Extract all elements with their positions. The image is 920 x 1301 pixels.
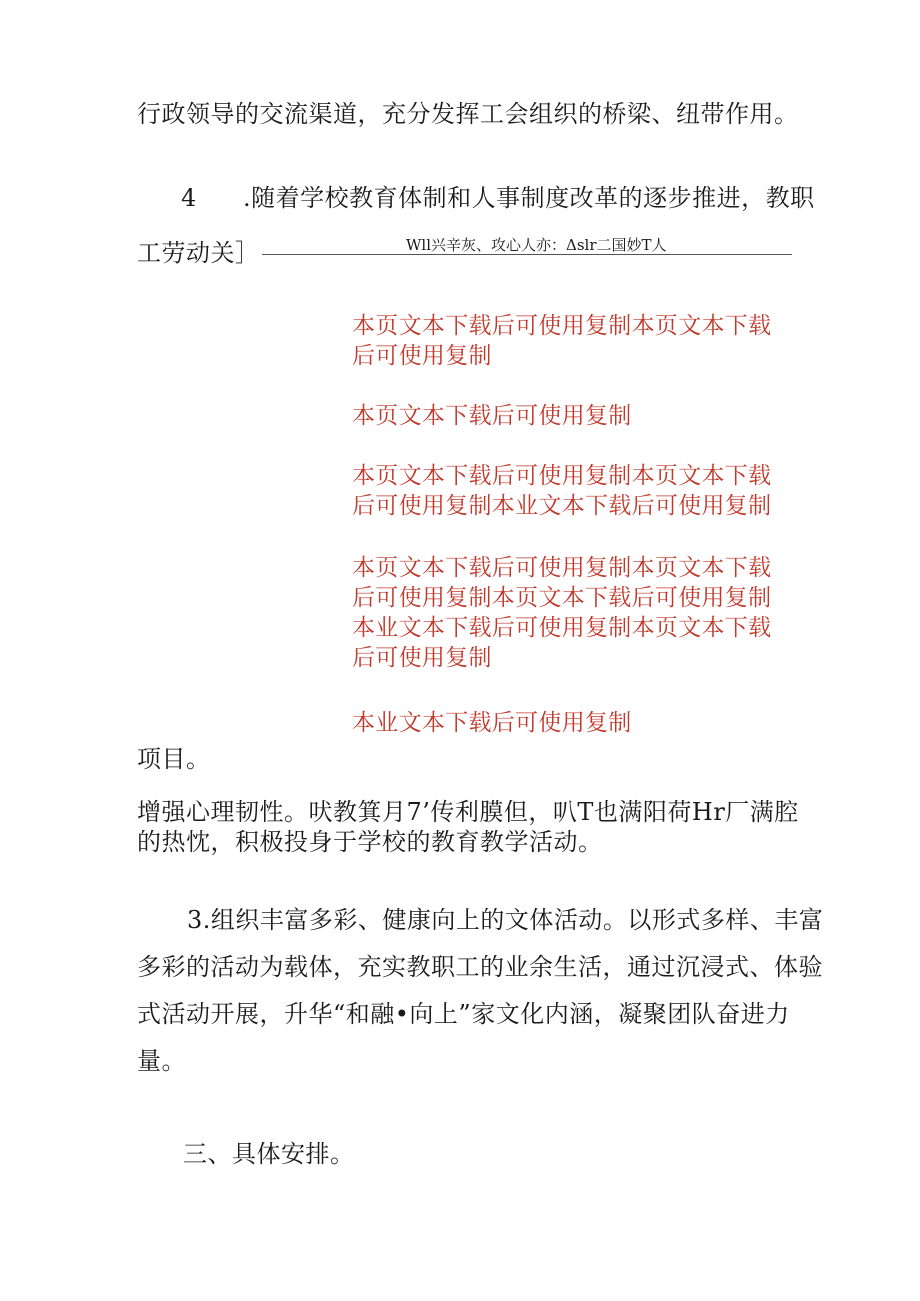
paragraph-line: 增强心理韧性。吠教箕月7’传利膜但，叭T也满阳荷Hr厂满腔	[137, 798, 799, 826]
paragraph-line: .随着学校教育体制和人事制度改革的逐步推进，教职	[243, 184, 815, 212]
watermark-line: 本业文本下载后可使用复制	[352, 710, 632, 736]
watermark-block	[352, 708, 782, 738]
watermark-line: 后可使用复制	[352, 645, 492, 671]
paragraph-line: 3.组织丰富多彩、健康向上的文体活动。以形式多样、丰富	[187, 906, 824, 934]
watermark-line: 本页文本下载后可使用复制本页文本下载	[352, 313, 772, 339]
paragraph-line: 量。	[137, 1047, 186, 1075]
paragraph-line: 工劳动关］	[137, 239, 260, 267]
watermark-line: 本页文本下载后可使用复制本页文本下载	[352, 555, 772, 581]
list-number: 4	[181, 184, 197, 212]
paragraph-line: 多彩的活动为载体，充实教职工的业余生活，通过沉浸式、体验	[137, 953, 823, 981]
watermark-block	[352, 461, 782, 521]
watermark-line: 本页文本下载后可使用复制本页文本下载	[352, 463, 772, 489]
watermark-block	[352, 553, 782, 673]
watermark-line: 本业文本下载后可使用复制本页文本下载	[352, 615, 772, 641]
watermark-block	[352, 401, 782, 431]
watermark-block	[352, 311, 782, 371]
paragraph-line: 项目。	[137, 745, 211, 773]
section-heading: 三、具体安排。	[183, 1140, 355, 1168]
garbled-overlay-text: Wll兴辛灰、攻心人亦：Δslr二国妙T人	[406, 236, 667, 254]
paragraph-line: 的热忱，积极投身于学校的教育教学活动。	[137, 828, 603, 856]
underline-rule	[262, 254, 792, 255]
paragraph-line: 行政领导的交流渠道，充分发挥工会组织的桥梁、纽带作用。	[137, 100, 799, 128]
watermark-line: 后可使用复制本业文本下载后可使用复制	[352, 493, 772, 519]
watermark-line: 后可使用复制	[352, 343, 492, 369]
watermark-line: 本页文本下载后可使用复制	[352, 403, 632, 429]
paragraph-line: 式活动开展，升华“和融•向上”家文化内涵，凝聚团队奋进力	[137, 1000, 790, 1028]
watermark-line: 后可使用复制本页文本下载后可使用复制	[352, 585, 772, 611]
